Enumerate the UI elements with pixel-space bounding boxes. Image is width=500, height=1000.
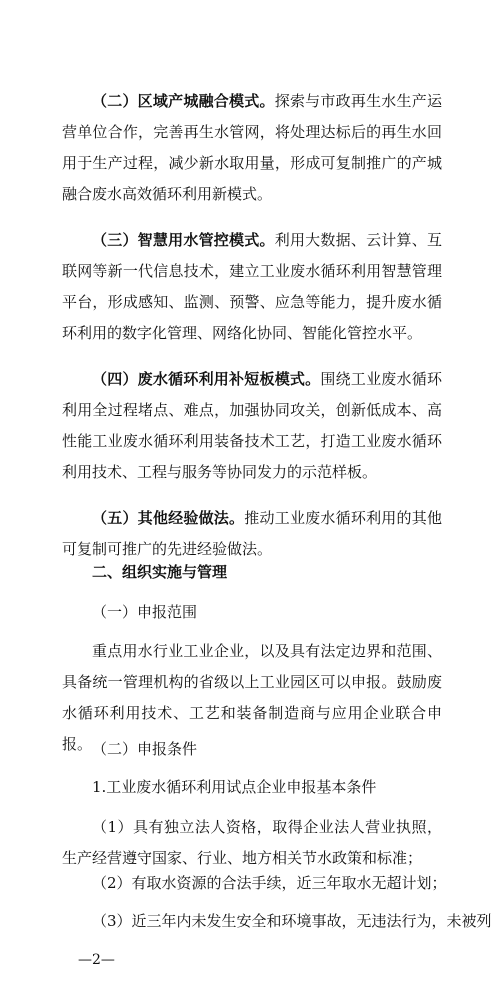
paragraph-body: 利用大数据、云计算、互联网等新一代信息技术，建立工业废水循环利用智慧管理平台，形成感知、监测、预警、应急等能力，提升废水循环利用的数字化管理、网络化协同、智能化管控水平。: [62, 231, 442, 342]
subsection-title-conditions: （二）申报条件: [92, 740, 198, 758]
page-number: —2—: [78, 952, 115, 968]
paragraph-lead: （五）其他经验做法。: [92, 509, 245, 527]
paragraph-regional-integration: [62, 86, 442, 210]
condition-2: （2）有取水资源的合法手续，近三年取水无超计划；: [92, 874, 447, 892]
paragraph-body: 推动工业废水循环利用的其他可复制可推广的先进经验做法。: [62, 509, 442, 558]
paragraph-scope: 重点用水行业工业企业，以及具有法定边界和范围、具备统一管理机构的省级以上工业园区可以申报。鼓励废水循环利用技术、工艺和装备制造商与应用企业联合申报。: [62, 642, 442, 753]
condition-3: （3）近三年内未发生安全和环境事故，无违法行为，未被列: [92, 912, 492, 930]
paragraph-body: 围绕工业废水循环利用全过程堵点、难点，加强协同攻关，创新低成本、高性能工业废水循环利用装备技术工艺，打造工业废水循环利用技术、工程与服务等协同发力的示范样板。: [62, 370, 442, 481]
paragraph-lead: （二）区域产城融合模式。: [92, 92, 275, 110]
paragraph-smart-water: [62, 225, 442, 349]
paragraph-lead: （三）智慧用水管控模式。: [92, 231, 275, 249]
conditions-item-heading: 1.工业废水循环利用试点企业申报基本条件: [92, 778, 377, 796]
subsection-title-scope: （一）申报范围: [92, 603, 198, 621]
paragraph-lead: （四）废水循环利用补短板模式。: [92, 370, 321, 388]
section-heading: 二、组织实施与管理: [92, 563, 228, 581]
condition-1: （1）具有独立法人资格，取得企业法人营业执照，生产经营遵守国家、行业、地方相关节水政策和标准；: [62, 818, 442, 867]
paragraph-body: 探索与市政再生水生产运营单位合作，完善再生水管网，将处理达标后的再生水回用于生产过程，减少新水取用量，形成可复制推广的产城融合废水高效循环利用新模式。: [62, 92, 442, 203]
paragraph-short-board: [62, 364, 442, 488]
paragraph-other-practices: [62, 503, 442, 565]
